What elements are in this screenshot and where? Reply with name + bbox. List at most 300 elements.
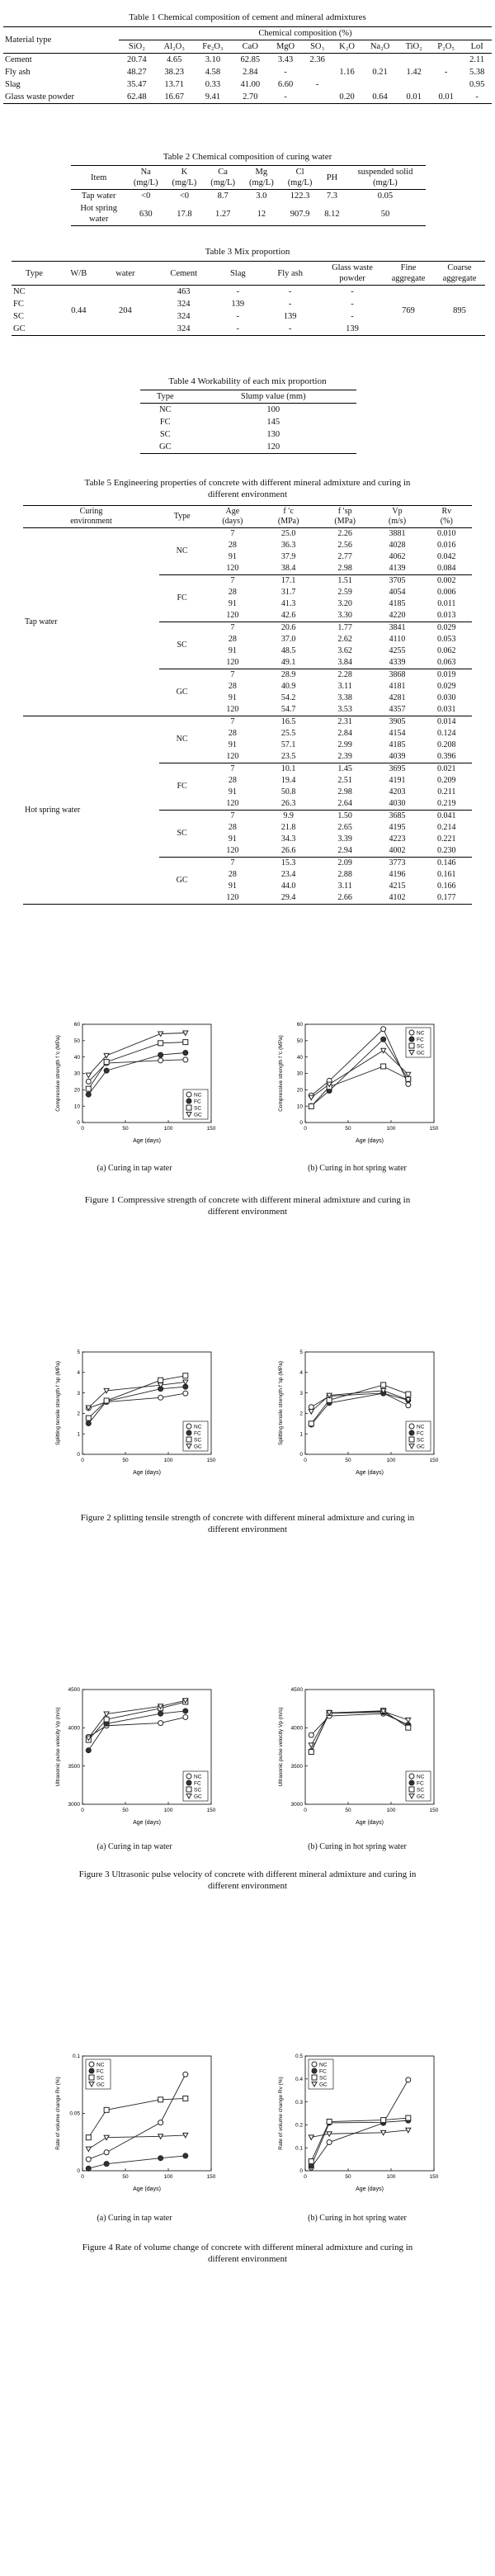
table5-cell: 7 — [230, 717, 235, 726]
data-point-fc — [158, 1052, 163, 1057]
fig2-caption-line2: different environment — [207, 1524, 287, 1534]
legend-marker-nc — [186, 1092, 191, 1097]
table5-cell: 0.029 — [437, 682, 456, 691]
x-tick-label: 150 — [206, 1126, 216, 1132]
y-tick-label: 60 — [296, 1022, 303, 1028]
x-tick-label: 50 — [122, 1126, 129, 1132]
table5-cell: 0.230 — [422, 845, 472, 858]
legend-marker-sc — [89, 2075, 94, 2080]
data-point-sc — [406, 2115, 411, 2120]
data-point-fc — [104, 1068, 109, 1073]
table1-caption: Table 1 Chemical composition of cement and mineral admixtures — [129, 12, 366, 22]
table5-cell: 1.51 — [337, 576, 352, 585]
table1-cell: 38.23 — [164, 68, 185, 77]
x-tick-label: 50 — [122, 1808, 129, 1813]
y-tick-label: 3500 — [290, 1763, 303, 1770]
table5-cell: 4139 — [373, 563, 421, 575]
legend-marker-fc — [409, 1780, 414, 1785]
table5-col-rv-line: Rv — [441, 507, 452, 516]
table1-cell: - — [315, 80, 319, 89]
table1-cell: 41.00 — [240, 80, 261, 89]
table3-col-header: Fine aggregate — [391, 263, 426, 283]
y-tick-label: 20 — [73, 1087, 80, 1094]
table5-cell: 1.45 — [337, 764, 352, 773]
table2-cell: 1.27 — [214, 209, 231, 219]
legend-label-sc: SC — [194, 1787, 202, 1794]
table1-cell: 5.38 — [469, 68, 485, 77]
table5-cell: 4054 — [389, 588, 406, 597]
table5-cell: 2.65 — [337, 823, 352, 832]
series-line-nc — [311, 2080, 408, 2167]
table3-cell: - — [288, 287, 292, 296]
table2-cell: <0 — [179, 191, 189, 201]
table5-cell: 7 — [230, 858, 235, 867]
y-tick-label: 30 — [296, 1071, 303, 1077]
legend-label-fc: FC — [417, 1430, 424, 1437]
data-point-nc — [86, 2157, 91, 2162]
table5-cell: 3.11 — [337, 682, 352, 691]
series-line-sc — [88, 1042, 186, 1089]
x-tick-label: 150 — [429, 1808, 439, 1813]
table5-cell: 34.3 — [280, 834, 296, 844]
table5-cell: 3705 — [389, 576, 406, 585]
table2-col-header-line: (mg/L) — [210, 178, 235, 187]
table5-cell: 15.3 — [280, 858, 296, 867]
x-tick-label: 100 — [163, 1458, 173, 1463]
table5-cell: 0.006 — [437, 588, 456, 597]
series-line-sc — [311, 1385, 408, 1424]
table1-header-material: Material type — [3, 27, 119, 54]
table5-cell: 2.62 — [337, 635, 352, 644]
data-point-sc — [381, 1064, 386, 1069]
x-tick-label: 0 — [81, 1126, 84, 1132]
table5-cell: 7 — [230, 811, 235, 820]
chart-c1a — [48, 1019, 221, 1147]
y-axis-label: Ultrasonic pulse velocity Vp (m/s) — [55, 1707, 61, 1787]
legend-label-nc: NC — [417, 1424, 425, 1430]
table5-cell: 0.014 — [437, 717, 456, 726]
y-tick-label: 4 — [299, 1370, 303, 1376]
table2-cell: 7.3 — [326, 191, 337, 201]
data-point-nc — [183, 1057, 188, 1062]
fig1-caption-line1: Figure 1 Compressive strength of concrete with different mineral admixture and curing in — [84, 1195, 411, 1205]
table3-col-header: Cement — [170, 268, 197, 278]
table1-col-header: MgO — [276, 42, 295, 51]
data-point-fc — [158, 1711, 163, 1716]
table5-cell: 0.146 — [437, 858, 456, 867]
table5-type: NC — [159, 716, 205, 763]
chart-c4a — [48, 2051, 221, 2196]
table2-col-header-line: (mg/L) — [287, 178, 313, 187]
table2-col-header-line: suspended solid — [357, 168, 413, 177]
table5-cell: 4215 — [389, 882, 406, 891]
x-tick-label: 150 — [206, 2174, 216, 2180]
table1-cell: 62.85 — [240, 55, 261, 64]
y-axis-label: Ultrasonic pulse velocity Vp (m/s) — [278, 1707, 284, 1787]
table5-cell: 0.177 — [422, 892, 472, 905]
table2-col-header-line: Item — [91, 173, 107, 182]
y-axis-label: Compressive strength f ′c (MPa) — [278, 1035, 284, 1112]
table5-cell: 37.0 — [280, 635, 296, 644]
data-point-nc — [104, 2150, 109, 2155]
table4-col-header: Type — [156, 392, 174, 401]
y-tick-label: 0.2 — [295, 2122, 303, 2129]
table5-cell: 4223 — [389, 834, 406, 844]
table1-cell: - — [284, 92, 287, 102]
y-tick-label: 10 — [73, 1104, 80, 1110]
data-point-sc — [86, 2135, 91, 2140]
data-point-sc — [381, 2118, 386, 2123]
legend-label-nc: NC — [194, 1092, 202, 1099]
data-point-fc — [86, 1748, 91, 1753]
table1-col-header: Na₂O — [370, 42, 390, 51]
y-tick-label: 4000 — [290, 1725, 303, 1732]
table3-cell: 139 — [231, 300, 245, 309]
table5-cell: 3.62 — [337, 646, 352, 655]
table1-col-header: TiO₂ — [405, 42, 422, 51]
y-tick-label: 40 — [73, 1054, 80, 1061]
table5-cell: 3.53 — [317, 704, 373, 716]
table5-cell: 23.5 — [260, 751, 316, 763]
table5-cell: 10.1 — [280, 764, 296, 773]
data-point-nc — [183, 2072, 188, 2077]
table5-cell: 0.029 — [437, 623, 456, 632]
x-tick-label: 100 — [163, 1808, 173, 1813]
table5-cell: 25.5 — [280, 729, 296, 738]
table5-col-fsp-line: f ′sp — [337, 507, 352, 516]
chart-c1b — [271, 1019, 444, 1147]
data-point-gc — [309, 2135, 314, 2140]
table5-cell: 41.3 — [280, 599, 296, 608]
legend-marker-sc — [409, 1043, 414, 1048]
table1-cell: 4.58 — [205, 68, 221, 77]
table5-cell: 91 — [228, 740, 237, 749]
series-line-sc — [311, 1711, 408, 1752]
table5-cell: 4028 — [389, 541, 406, 550]
y-tick-label: 4500 — [68, 1687, 80, 1694]
series-line-sc — [88, 1376, 186, 1418]
table3-cell: 324 — [177, 300, 191, 309]
series-line-gc — [311, 1391, 408, 1411]
table5-cell: 0.214 — [437, 823, 456, 832]
y-tick-label: 0.5 — [295, 2054, 303, 2060]
y-axis-label: Rate of volume change Rv (%) — [55, 2077, 61, 2150]
y-tick-label: 20 — [296, 1087, 303, 1094]
data-point-sc — [381, 1383, 386, 1387]
table5-col-vp-line: Vp — [392, 507, 403, 516]
table5-cell: 3905 — [389, 717, 406, 726]
y-tick-label: 50 — [296, 1038, 303, 1045]
x-tick-label: 150 — [429, 1458, 439, 1463]
legend-marker-nc — [409, 1030, 414, 1035]
data-point-nc — [406, 2077, 411, 2082]
fig1-sub-a: (a) Curing in tap water — [97, 1164, 172, 1173]
table5-cell: 0.219 — [422, 798, 472, 811]
table5-cell: 3868 — [389, 670, 406, 679]
table5-cell: 7 — [230, 529, 235, 538]
x-axis-label: Age (days) — [133, 1138, 161, 1144]
table3-col-header: water — [116, 268, 135, 278]
table5-cell: 21.8 — [280, 823, 296, 832]
table3-type: GC — [13, 324, 26, 333]
table3-cell: 139 — [283, 312, 297, 321]
table1-col-header: LoI — [470, 42, 483, 51]
x-tick-label: 50 — [122, 1458, 129, 1463]
chart-c3b — [271, 1685, 444, 1829]
table5-cell: 0.016 — [437, 541, 456, 550]
table1-cell: - — [475, 92, 478, 102]
table1-cell: 16.67 — [164, 92, 185, 102]
table5-cell: 3.30 — [317, 610, 373, 622]
x-tick-label: 100 — [163, 1126, 173, 1132]
fig4-caption-line2: different environment — [207, 2254, 287, 2264]
table5-type: GC — [159, 858, 205, 905]
table1-col-header: SiO₂ — [128, 42, 145, 51]
x-tick-label: 50 — [345, 1458, 351, 1463]
table5-cell: 4195 — [389, 823, 406, 832]
data-point-sc — [183, 1373, 188, 1378]
fig3-caption-line2: different environment — [207, 1881, 287, 1891]
table4-cell: SC — [159, 430, 171, 439]
table1-cell: 1.16 — [339, 68, 355, 77]
data-point-sc — [104, 1398, 109, 1403]
legend-label-gc: GC — [194, 1794, 202, 1800]
table5-caption-line2: different environment — [207, 489, 287, 499]
y-tick-label: 0 — [77, 2168, 80, 2175]
series-line-nc — [88, 1060, 186, 1082]
table5-cell: 31.7 — [280, 588, 296, 597]
table5-cell: 0.041 — [437, 811, 456, 820]
table5-cell: 120 — [205, 751, 260, 763]
table5-cell: 26.6 — [260, 845, 316, 858]
table5-cell: 4196 — [389, 870, 406, 879]
table5-cell: 4154 — [389, 729, 406, 738]
x-tick-label: 100 — [163, 2174, 173, 2180]
table4-cell: 100 — [266, 405, 280, 414]
table1-cell: 0.20 — [339, 92, 355, 102]
y-axis-label: Splitting tensile strength f ′sp (MPa) — [278, 1360, 284, 1446]
table1-cell: 6.60 — [277, 80, 294, 89]
data-point-fc — [183, 1709, 188, 1713]
table5-cell: 3.84 — [317, 657, 373, 669]
table5-col-env-line: environment — [70, 517, 112, 526]
table1-cell: 0.01 — [438, 92, 454, 102]
table5-col-vp-line: (m/s) — [388, 517, 407, 526]
table2-cell: 8.12 — [324, 209, 340, 219]
table1-cell: 0.21 — [372, 68, 388, 77]
legend-label-fc: FC — [194, 1430, 201, 1437]
y-tick-label: 10 — [296, 1104, 303, 1110]
table1-col-header: SO₃ — [310, 42, 325, 51]
data-point-nc — [309, 1405, 314, 1410]
table2-col-header-line: (mg/L) — [373, 178, 398, 187]
data-point-fc — [86, 1092, 91, 1097]
table2-cell: <0 — [141, 191, 151, 201]
table5-col-rv-line: (%) — [440, 517, 453, 526]
table5-cell: 2.77 — [337, 552, 352, 561]
fig4-caption-line1: Figure 4 Rate of volume change of concrete with different mineral admixture and curing in — [82, 2243, 413, 2252]
legend-marker-sc — [186, 1787, 191, 1792]
x-tick-label: 0 — [304, 1458, 307, 1463]
y-tick-label: 3000 — [68, 1802, 80, 1808]
table5-type: NC — [159, 528, 205, 575]
table5-type: FC — [159, 575, 205, 622]
series-line-nc — [88, 1717, 186, 1737]
table5-cell: 4030 — [373, 798, 421, 811]
legend-marker-sc — [409, 1437, 414, 1442]
y-tick-label: 40 — [296, 1054, 303, 1061]
table5-cell: 54.7 — [260, 704, 316, 716]
x-tick-label: 0 — [304, 1126, 307, 1132]
table5-cell: 2.64 — [317, 798, 373, 811]
legend-label-nc: NC — [417, 1030, 425, 1037]
legend-label-nc: NC — [97, 2062, 105, 2068]
table5-cell: 25.0 — [280, 529, 296, 538]
fig2-caption-line1: Figure 2 splitting tensile strength of concrete with different mineral admixture and curing in — [80, 1513, 415, 1523]
data-point-nc — [327, 2140, 332, 2145]
table5-cell: 2.26 — [337, 529, 352, 538]
table3-cell: 324 — [177, 312, 191, 321]
table5-cell: 4110 — [389, 635, 406, 644]
table5-cell: 2.31 — [337, 717, 352, 726]
table1-cell: 0.95 — [469, 80, 485, 89]
data-point-sc — [309, 2159, 314, 2164]
table1-cell: 2.11 — [469, 55, 485, 64]
table5-cell: 38.4 — [260, 563, 316, 575]
x-tick-label: 50 — [345, 1126, 351, 1132]
y-tick-label: 60 — [73, 1022, 80, 1028]
table5-cell: 4039 — [373, 751, 421, 763]
y-tick-label: 0.1 — [295, 2145, 303, 2152]
data-point-nc — [158, 2120, 163, 2125]
table4-col-header: Slump value (mm) — [240, 392, 306, 401]
table1-cell: 2.36 — [309, 55, 325, 64]
y-axis-label: Compressive strength f ′c (MPa) — [55, 1035, 61, 1112]
table2-col-header-line: K — [181, 168, 188, 177]
legend-label-gc: GC — [319, 2082, 328, 2088]
table5-cell: 3.20 — [337, 599, 352, 608]
table2-col-header-line: (mg/L) — [172, 178, 197, 187]
x-tick-label: 50 — [345, 2174, 351, 2180]
legend-label-nc: NC — [194, 1424, 202, 1430]
y-tick-label: 0 — [299, 2168, 303, 2175]
table1-cell: 3.10 — [205, 55, 221, 64]
x-axis-label: Age (days) — [133, 2186, 161, 2192]
table5-cell: 29.4 — [260, 892, 316, 905]
fig3-sub-a: (a) Curing in tap water — [97, 1842, 172, 1851]
table5-cell: 28 — [228, 682, 237, 691]
table5-cell: 120 — [205, 610, 260, 622]
table2-cell: 8.7 — [217, 191, 229, 201]
legend-label-fc: FC — [417, 1780, 424, 1787]
legend-label-fc: FC — [319, 2068, 327, 2075]
table5-cell: 44.0 — [280, 882, 296, 891]
table5-cell: 4102 — [373, 892, 421, 905]
table5-cell: 0.031 — [422, 704, 472, 716]
table2-row-name-line: water — [89, 215, 109, 224]
table5-cell: 36.3 — [280, 541, 296, 550]
legend-label-fc: FC — [417, 1037, 424, 1043]
table1-cell: - — [444, 68, 448, 77]
table5-cell: 1.50 — [337, 811, 352, 820]
chart-c3a — [48, 1685, 221, 1829]
table1-col-header: CaO — [242, 42, 258, 51]
data-point-nc — [158, 1395, 163, 1400]
table2-cell: 907.9 — [290, 209, 310, 219]
data-point-sc — [104, 2107, 109, 2112]
table5-cell: 2.66 — [317, 892, 373, 905]
table3-cell: 324 — [177, 324, 191, 333]
legend-marker-fc — [409, 1430, 414, 1435]
table5-cell: 0.396 — [422, 751, 472, 763]
data-point-nc — [406, 1403, 411, 1408]
data-point-fc — [183, 2153, 188, 2158]
table5-cell: 0.063 — [422, 657, 472, 669]
data-point-sc — [309, 1421, 314, 1426]
series-line-nc — [311, 1713, 408, 1735]
data-point-sc — [183, 2096, 188, 2101]
x-tick-label: 150 — [429, 1126, 439, 1132]
series-line-fc — [88, 1387, 186, 1423]
legend-marker-nc — [409, 1424, 414, 1429]
table5-cell: 16.5 — [280, 717, 296, 726]
table3-type: NC — [13, 287, 26, 296]
legend-label-sc: SC — [194, 1437, 202, 1444]
table5-type: GC — [159, 669, 205, 716]
table1-cell: 20.74 — [127, 55, 147, 64]
table5-cell: 3695 — [389, 764, 406, 773]
legend-label-fc: FC — [97, 2068, 104, 2075]
table5-cell: 0.166 — [437, 882, 456, 891]
table5-cell: 20.6 — [280, 623, 296, 632]
table5-cell: 2.59 — [337, 588, 352, 597]
legend-marker-fc — [89, 2068, 94, 2073]
table4-cell: NC — [158, 405, 172, 414]
table1-row-name: Cement — [5, 55, 32, 64]
legend-marker-sc — [312, 2075, 317, 2080]
x-axis-label: Age (days) — [356, 1470, 384, 1476]
data-point-nc — [158, 1058, 163, 1063]
y-tick-label: 1 — [77, 1431, 80, 1438]
table2-cell: 3.0 — [256, 191, 267, 201]
data-point-sc — [406, 1725, 411, 1730]
fig4-sub-b: (b) Curing in hot spring water — [308, 2214, 407, 2223]
table5-cell: 42.6 — [260, 610, 316, 622]
table5-cell: 0.013 — [422, 610, 472, 622]
table3-cell: - — [236, 287, 240, 296]
table5-cell: 4357 — [373, 704, 421, 716]
data-point-sc — [183, 1040, 188, 1045]
table5-env: Tap water — [23, 528, 159, 716]
table5-cell: 4220 — [373, 610, 421, 622]
table5-cell: 91 — [228, 693, 237, 702]
legend-marker-sc — [409, 1787, 414, 1792]
x-axis-label: Age (days) — [356, 1820, 384, 1826]
table5-cell: 120 — [205, 657, 260, 669]
legend-label-nc: NC — [319, 2062, 328, 2068]
legend-marker-nc — [186, 1774, 191, 1779]
data-point-sc — [158, 1041, 163, 1046]
y-tick-label: 1 — [299, 1431, 303, 1438]
legend-label-sc: SC — [319, 2075, 328, 2082]
table5-type: SC — [159, 811, 205, 858]
table3-col-header: Slag — [229, 268, 246, 278]
legend-marker-nc — [89, 2062, 94, 2067]
table5-cell: 91 — [228, 552, 237, 561]
data-point-sc — [86, 1416, 91, 1420]
table1-cell: 1.42 — [406, 68, 422, 77]
table5-cell: 2.39 — [317, 751, 373, 763]
